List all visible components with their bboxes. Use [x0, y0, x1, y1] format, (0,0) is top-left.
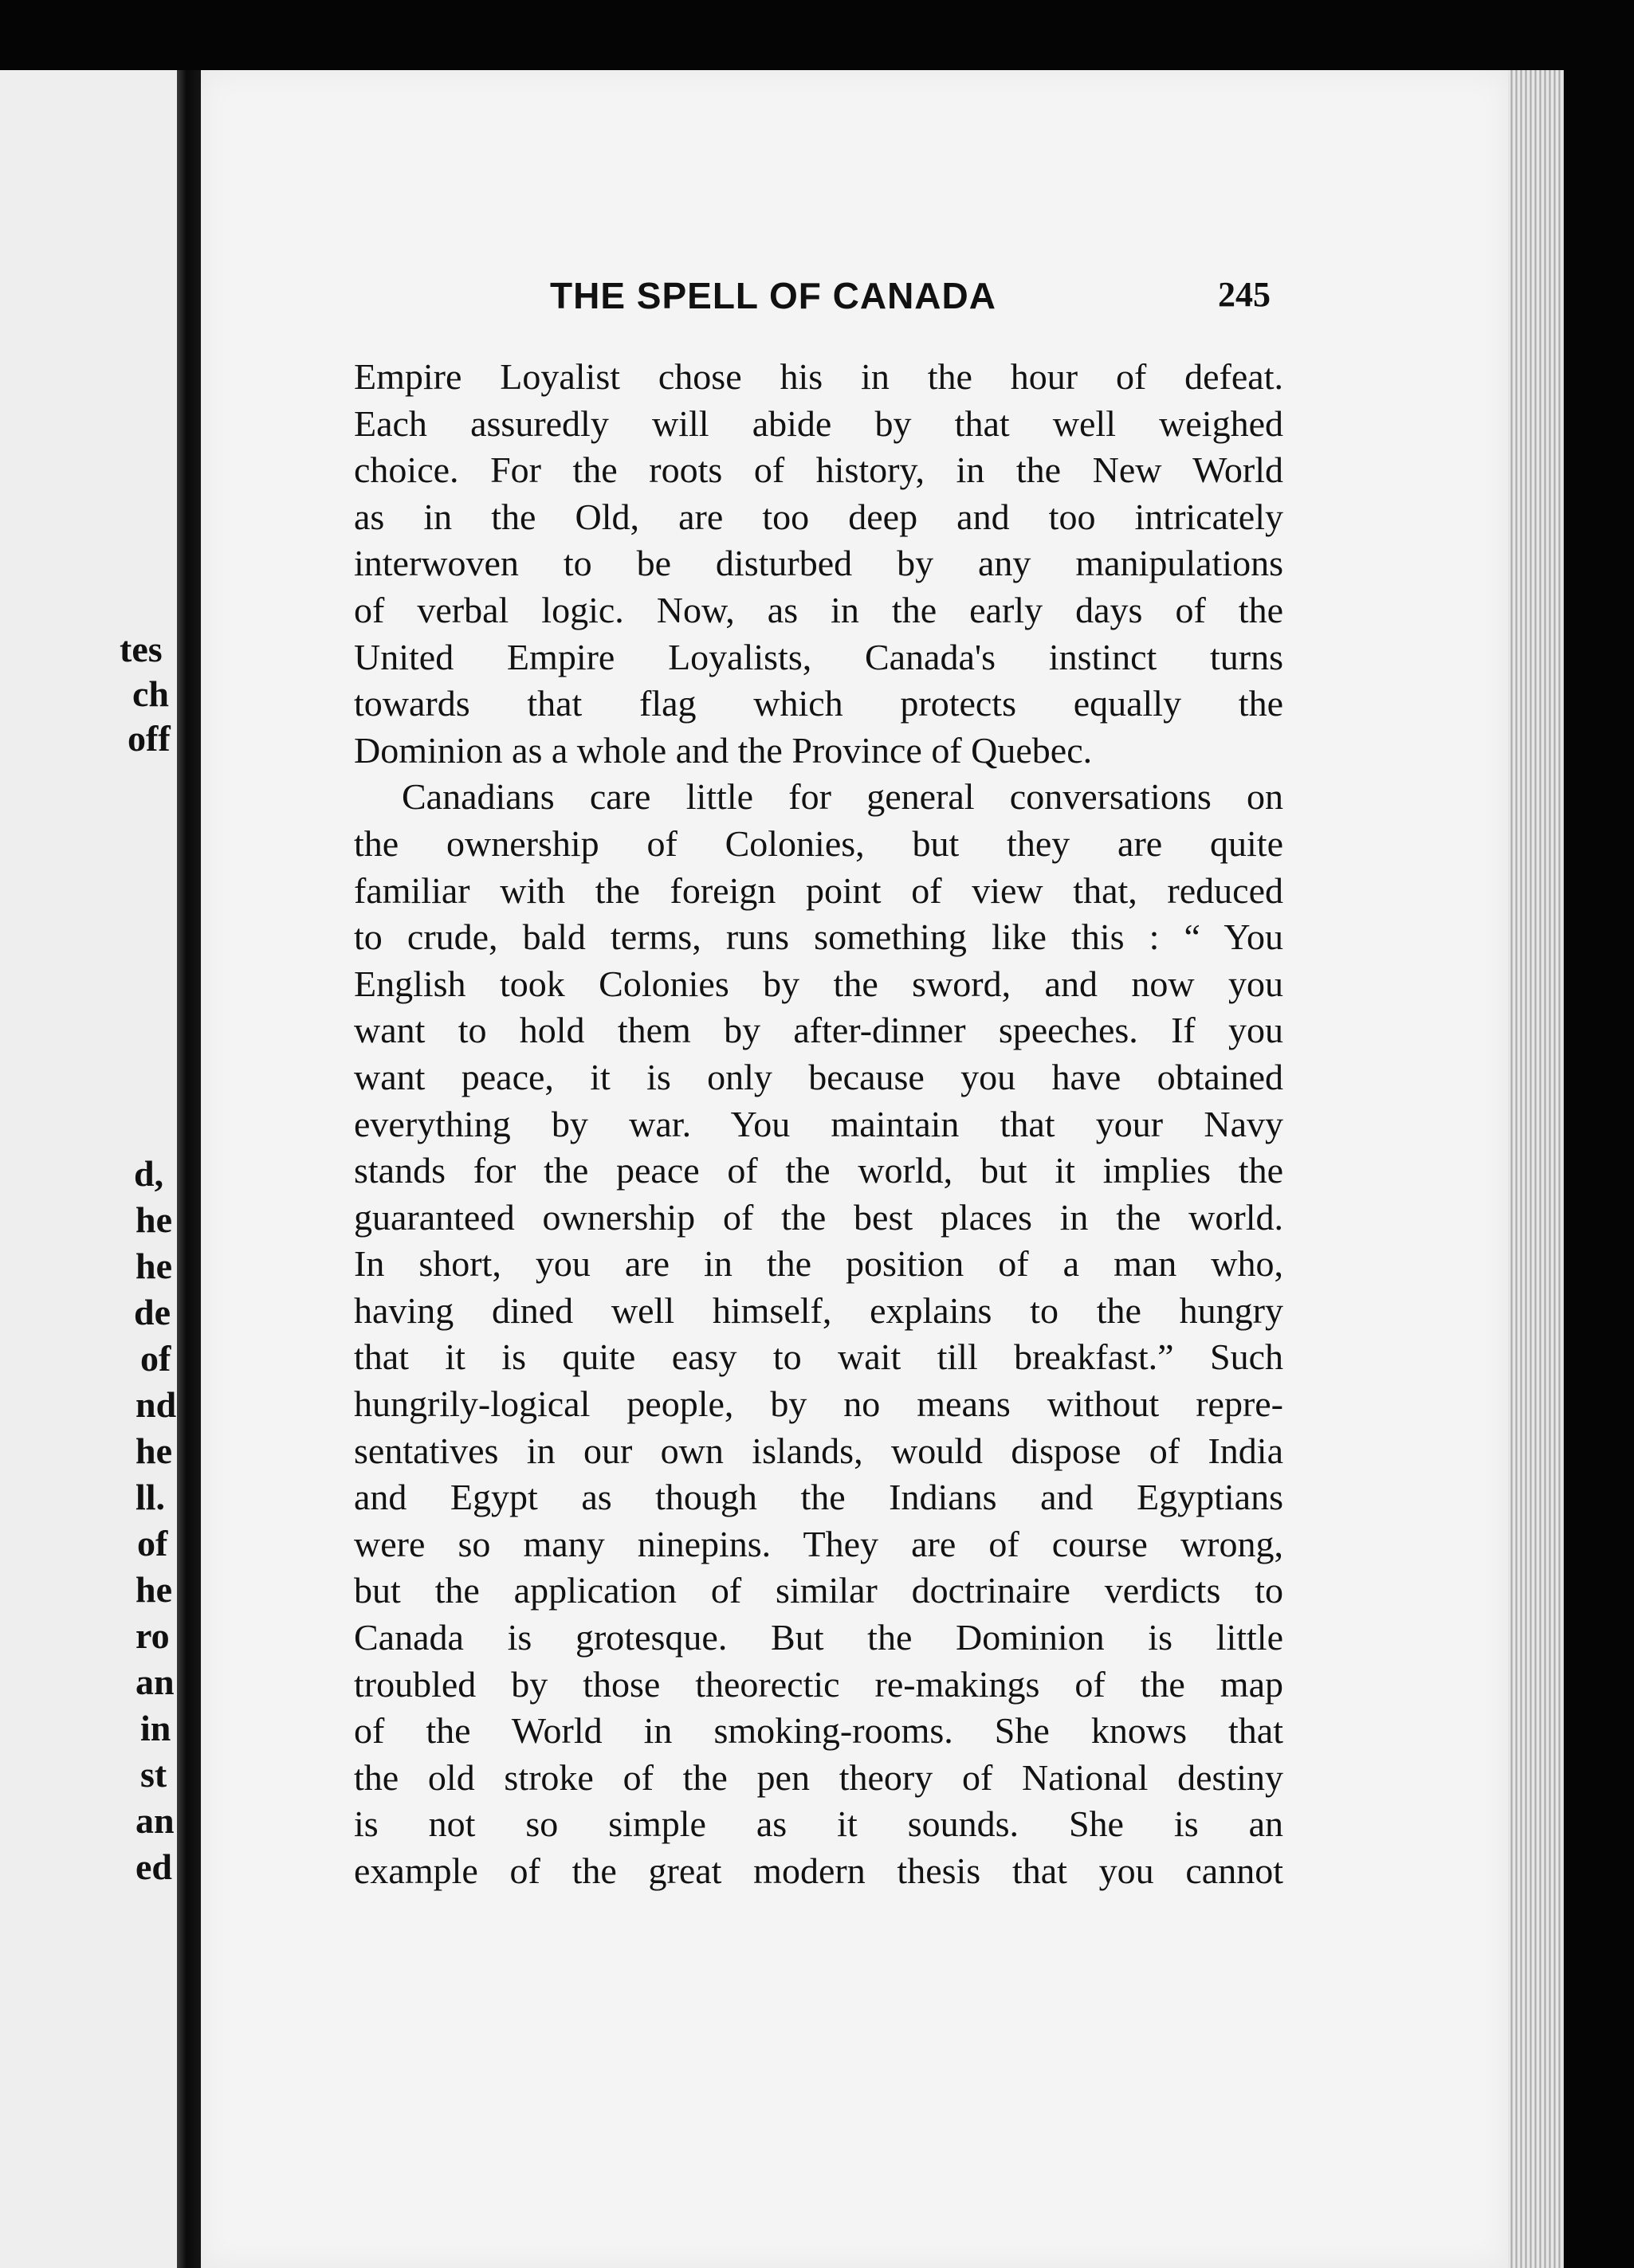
text-line: of verbal logic. Now, as in the early days of the	[354, 589, 1283, 630]
text-line: but the application of similar doctrinaire verdicts to	[354, 1570, 1283, 1611]
text-line: In short, you are in the position of a man who,	[354, 1243, 1283, 1285]
body-text	[354, 354, 1283, 1895]
text-line: of the World in smoking-rooms. She knows that	[354, 1710, 1283, 1752]
page-number: 245	[1218, 275, 1271, 314]
left-fragment: tes	[120, 629, 163, 669]
text-line: were so many ninepins. They are of course wrong,	[354, 1523, 1283, 1564]
left-fragment: ed	[136, 1846, 172, 1887]
left-fragment: in	[140, 1708, 171, 1748]
text-line: choice. For the roots of history, in the New World	[354, 449, 1283, 491]
text-line: is not so simple as it sounds. She is an	[354, 1803, 1283, 1845]
left-fragment: de	[134, 1292, 171, 1332]
left-fragment: of	[140, 1338, 171, 1379]
text-line: Canadians care little for general conversations on	[402, 776, 1283, 818]
text-line: the ownership of Colonies, but they are quite	[354, 822, 1283, 864]
text-line: sentatives in our own islands, would dispose of India	[354, 1430, 1283, 1471]
left-fragment: an	[136, 1662, 175, 1702]
text-line: stands for the peace of the world, but it implies the	[354, 1150, 1283, 1191]
left-fragment: d,	[134, 1153, 164, 1194]
book-gutter	[177, 70, 201, 2268]
facing-page-left	[0, 70, 177, 2268]
text-line: having dined well himself, explains to the hungry	[354, 1289, 1283, 1331]
text-line: Dominion as a whole and the Province of Quebec.	[354, 729, 1093, 771]
text-line: English took Colonies by the sword, and now you	[354, 963, 1283, 1004]
left-fragment: he	[136, 1246, 172, 1286]
left-fragment: he	[136, 1199, 172, 1240]
left-fragment: of	[137, 1523, 168, 1564]
text-line: interwoven to be disturbed by any manipulations	[354, 543, 1283, 584]
running-head-title: THE SPELL OF CANADA	[550, 275, 996, 316]
left-fragment: he	[136, 1569, 172, 1610]
text-line: hungrily-logical people, by no means without repre-	[354, 1383, 1283, 1425]
text-line: United Empire Loyalists, Canada's instinct turns	[354, 636, 1283, 677]
text-line: everything by war. You maintain that your Navy	[354, 1103, 1283, 1144]
text-line: Canada is grotesque. But the Dominion is little	[354, 1617, 1283, 1658]
text-line: towards that flag which protects equally the	[354, 683, 1283, 724]
text-line: to crude, bald terms, runs something like this : “ You	[354, 916, 1283, 958]
running-head	[550, 274, 1283, 330]
left-fragment: ch	[132, 673, 169, 714]
text-line: the old stroke of the pen theory of National destiny	[354, 1756, 1283, 1798]
text-line: that it is quite easy to wait till breakfast.” Such	[354, 1336, 1283, 1378]
text-line: example of the great modern thesis that you cannot	[354, 1850, 1283, 1891]
text-line: guaranteed ownership of the best places in the world.	[354, 1196, 1283, 1238]
text-line: want peace, it is only because you have obtained	[354, 1056, 1283, 1097]
left-fragment: nd	[136, 1384, 177, 1425]
left-fragment: st	[140, 1754, 167, 1795]
text-line: as in the Old, are too deep and too intricately	[354, 496, 1283, 537]
text-line: want to hold them by after-dinner speeches. If you	[354, 1010, 1283, 1051]
text-line: and Egypt as though the Indians and Egyptians	[354, 1477, 1283, 1518]
left-fragment: ll.	[136, 1477, 166, 1517]
left-fragment: he	[136, 1430, 172, 1471]
left-fragment: ro	[136, 1615, 170, 1656]
page-edge-stack	[1508, 70, 1564, 2268]
text-line: Each assuredly will abide by that well weighed	[354, 402, 1283, 444]
text-line: Empire Loyalist chose his in the hour of defeat.	[354, 356, 1283, 397]
left-fragment: off	[128, 718, 171, 759]
text-line: familiar with the foreign point of view that, reduced	[354, 869, 1283, 911]
text-line: troubled by those theorectic re-makings of the map	[354, 1663, 1283, 1705]
left-fragment: an	[136, 1800, 175, 1841]
